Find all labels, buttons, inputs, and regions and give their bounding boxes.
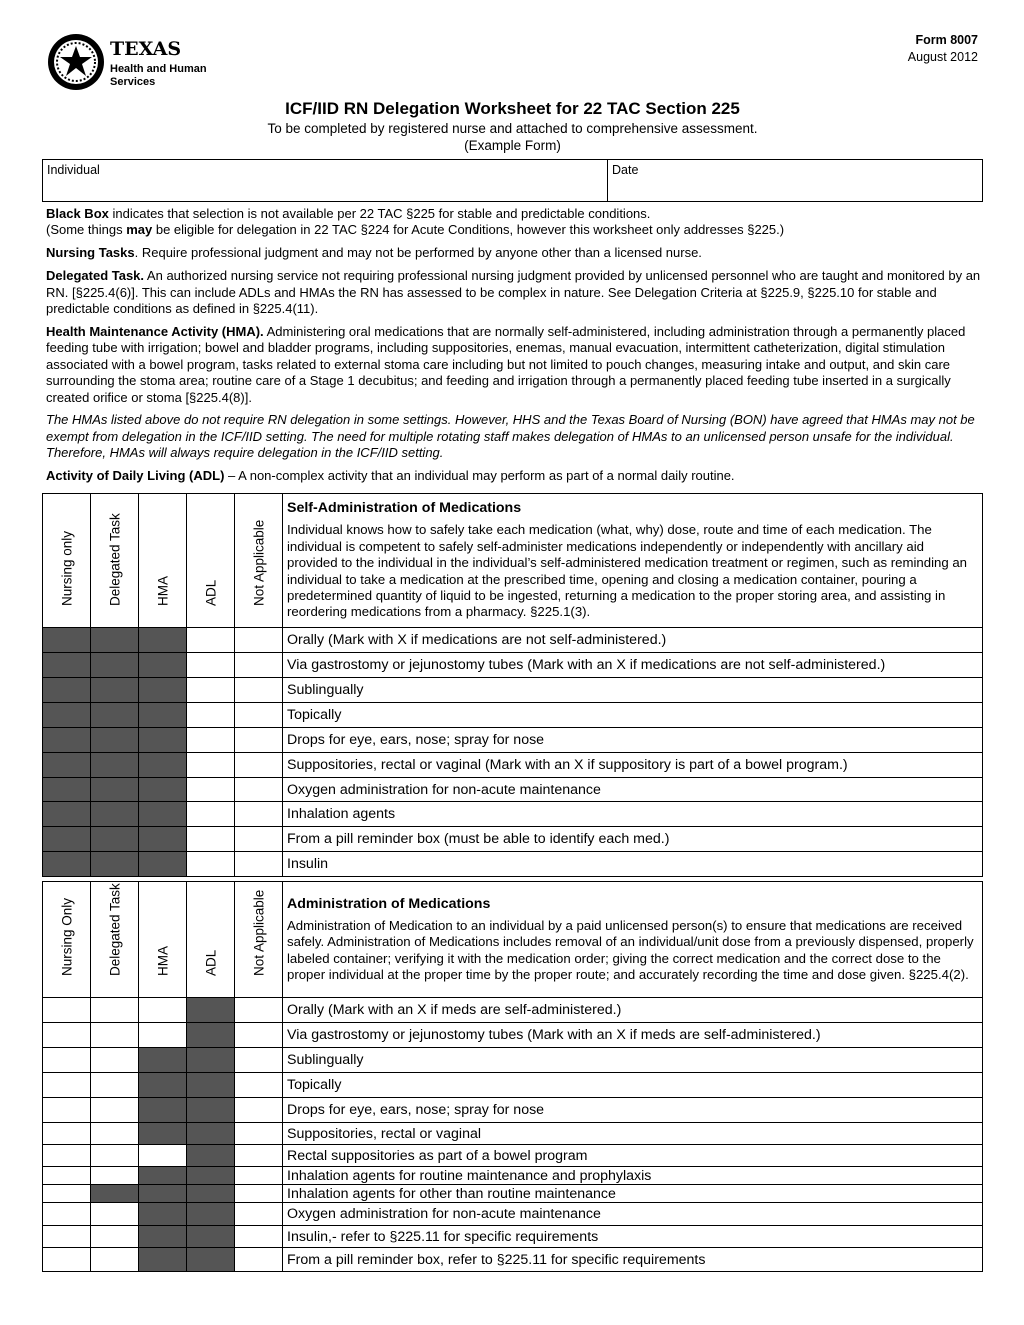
row-label: Via gastrostomy or jejunostomy tubes (Mark with an X if meds are self-administered.) <box>283 1023 983 1048</box>
checkbox-cell[interactable] <box>43 1203 91 1226</box>
page-subtitle: To be completed by registered nurse and attached to comprehensive assessment. <box>267 121 758 136</box>
date-label: Date <box>612 163 639 177</box>
table-row <box>43 753 983 778</box>
checkbox-cell[interactable] <box>187 728 235 753</box>
blocked-checkbox-cell <box>187 998 235 1023</box>
checkbox-cell[interactable] <box>91 1073 139 1098</box>
blocked-checkbox-cell <box>91 802 139 827</box>
blocked-checkbox-cell <box>139 628 187 653</box>
column-header-label: Nursing only <box>59 530 74 606</box>
row-label: Topically <box>283 1073 983 1098</box>
table-row <box>43 852 983 877</box>
table-row <box>43 678 983 703</box>
table-row <box>43 1123 983 1145</box>
checkbox-cell[interactable] <box>43 1023 91 1048</box>
blocked-checkbox-cell <box>91 753 139 778</box>
blocked-checkbox-cell <box>139 753 187 778</box>
column-header-na <box>235 882 283 998</box>
hhs-logo <box>46 32 206 92</box>
page-title: ICF/IID RN Delegation Worksheet for 22 TAC Section 225 <box>285 99 740 118</box>
row-label: Via gastrostomy or jejunostomy tubes (Mark with an X if medications are not self-administered.) <box>283 653 983 678</box>
checkbox-cell[interactable] <box>43 1098 91 1123</box>
column-header-nursing <box>43 494 91 628</box>
column-header-label: Not Applicable <box>251 889 266 976</box>
black-box-note-may: may <box>126 222 153 238</box>
column-header-label: Delegated Task <box>107 513 122 606</box>
checkbox-cell[interactable] <box>91 1226 139 1248</box>
blocked-checkbox-cell <box>187 1248 235 1272</box>
blocked-checkbox-cell <box>139 1203 187 1226</box>
table-row <box>43 728 983 753</box>
blocked-checkbox-cell <box>187 1226 235 1248</box>
row-label: From a pill reminder box, refer to §225.11 for specific requirements <box>283 1248 983 1272</box>
individual-label: Individual <box>47 163 100 177</box>
title-block <box>42 98 983 154</box>
blocked-checkbox-cell <box>43 827 91 852</box>
blocked-checkbox-cell <box>187 1167 235 1185</box>
checkbox-cell[interactable] <box>235 1048 283 1073</box>
row-label: Inhalation agents <box>283 802 983 827</box>
table-row <box>43 802 983 827</box>
logo-name: TEXAS <box>110 38 182 60</box>
column-header-label: HMA <box>155 576 170 606</box>
blocked-checkbox-cell <box>43 802 91 827</box>
row-label: From a pill reminder box (must be able to identify each med.) <box>283 827 983 852</box>
table-row <box>43 827 983 852</box>
blocked-checkbox-cell <box>187 1145 235 1167</box>
row-label: Suppositories, rectal or vaginal (Mark with an X if suppository is part of a bowel program.) <box>283 753 983 778</box>
checkbox-cell[interactable] <box>139 1023 187 1048</box>
column-header-hma <box>139 494 187 628</box>
blocked-checkbox-cell <box>43 653 91 678</box>
table-row <box>43 1073 983 1098</box>
column-header-label: ADL <box>203 949 218 976</box>
blocked-checkbox-cell <box>91 653 139 678</box>
row-label: Insulin <box>283 852 983 877</box>
table-row <box>43 1185 983 1203</box>
blocked-checkbox-cell <box>139 1073 187 1098</box>
blocked-checkbox-cell <box>91 678 139 703</box>
black-box-definition <box>46 206 983 239</box>
column-header-label: ADL <box>203 579 218 606</box>
row-label: Orally (Mark with X if medications are not self-administered.) <box>283 628 983 653</box>
table-row <box>43 1167 983 1185</box>
checkbox-cell[interactable] <box>91 1123 139 1145</box>
individual-field[interactable] <box>43 160 608 201</box>
checkbox-cell[interactable] <box>235 1145 283 1167</box>
section-description-cell <box>283 882 983 998</box>
section-description-cell <box>283 494 983 628</box>
blocked-checkbox-cell <box>43 852 91 877</box>
column-header-label: Delegated Task <box>107 883 122 976</box>
blocked-checkbox-cell <box>43 728 91 753</box>
row-label: Drops for eye, ears, nose; spray for nose <box>283 1098 983 1123</box>
definitions <box>46 206 983 491</box>
row-label: Sublingually <box>283 1048 983 1073</box>
blocked-checkbox-cell <box>139 653 187 678</box>
row-label: Oxygen administration for non-acute maintenance <box>283 1203 983 1226</box>
table-row <box>43 1226 983 1248</box>
blocked-checkbox-cell <box>139 827 187 852</box>
table-row <box>43 653 983 678</box>
checkbox-cell[interactable] <box>139 998 187 1023</box>
column-header-na <box>235 494 283 628</box>
hma-text: Administering oral medications that are normally self-administered, including administration through a permanently placed feeding tube with irrigation; bowel and bladder programs, including suppositories, enemas, manual evacuation, intermittent catheterization, digital stimulation associated with a bowel program, tasks related to external stoma care including but not limited to pouch changes, measuring intake and output, and skin care surrounding the stoma area; routine care of a Stage 1 decubitus; and feeding and irrigation through a permanently placed feeding tube inserted in a surgically created orifice or stoma [§225.4(8)]. <box>46 323 966 405</box>
blocked-checkbox-cell <box>91 628 139 653</box>
checkbox-cell[interactable] <box>235 653 283 678</box>
blocked-checkbox-cell <box>43 628 91 653</box>
table-header-row <box>43 494 983 628</box>
checkbox-cell[interactable] <box>91 1098 139 1123</box>
blocked-checkbox-cell <box>187 1185 235 1203</box>
row-label: Rectal suppositories as part of a bowel program <box>283 1145 983 1167</box>
nursing-tasks-text: . Require professional judgment and may not be performed by anyone other than a licensed nurse. <box>134 245 702 261</box>
checkbox-cell[interactable] <box>187 678 235 703</box>
self-administration-table <box>42 493 983 877</box>
checkbox-cell[interactable] <box>43 1248 91 1272</box>
form-number: Form 8007 <box>915 33 978 47</box>
checkbox-cell[interactable] <box>187 802 235 827</box>
table-row <box>43 1048 983 1073</box>
blocked-checkbox-cell <box>187 1098 235 1123</box>
checkbox-cell[interactable] <box>235 1073 283 1098</box>
black-box-note-end: be eligible for delegation in 22 TAC §224 for Acute Conditions, however this worksheet only addresses §225.) <box>152 222 785 238</box>
adl-term: Activity of Daily Living (ADL) <box>46 468 225 484</box>
texas-star-seal-icon <box>46 32 206 92</box>
blocked-checkbox-cell <box>139 703 187 728</box>
blocked-checkbox-cell <box>187 1123 235 1145</box>
blocked-checkbox-cell <box>139 1226 187 1248</box>
checkbox-cell[interactable] <box>235 703 283 728</box>
blocked-checkbox-cell <box>91 778 139 802</box>
checkbox-cell[interactable] <box>235 1098 283 1123</box>
row-label: Orally (Mark with an X if meds are self-administered.) <box>283 998 983 1023</box>
nursing-tasks-definition <box>46 245 983 261</box>
checkbox-cell[interactable] <box>235 678 283 703</box>
blocked-checkbox-cell <box>139 778 187 802</box>
checkbox-cell[interactable] <box>91 1048 139 1073</box>
adl-definition <box>46 468 983 484</box>
blocked-checkbox-cell <box>139 1048 187 1073</box>
checkbox-cell[interactable] <box>187 753 235 778</box>
checkbox-cell[interactable] <box>43 1048 91 1073</box>
column-header-nursing <box>43 882 91 998</box>
black-box-text: indicates that selection is not available per 22 TAC §225 for stable and predictable conditions. <box>108 206 651 221</box>
date-field[interactable] <box>608 160 982 201</box>
checkbox-cell[interactable] <box>235 852 283 877</box>
blocked-checkbox-cell <box>139 802 187 827</box>
nursing-tasks-term: Nursing Tasks <box>46 245 135 261</box>
checkbox-cell[interactable] <box>235 1226 283 1248</box>
column-header-hma <box>139 882 187 998</box>
checkbox-cell[interactable] <box>43 1123 91 1145</box>
section-title: Administration of Medications <box>287 895 491 912</box>
checkbox-cell[interactable] <box>235 778 283 802</box>
column-header-delegated <box>91 882 139 998</box>
checkbox-cell[interactable] <box>43 1167 91 1185</box>
table-header-row <box>43 882 983 998</box>
example-note: (Example Form) <box>464 138 561 153</box>
blocked-checkbox-cell <box>91 728 139 753</box>
blocked-checkbox-cell <box>43 703 91 728</box>
logo-line2: Health and Human <box>110 63 206 75</box>
hma-term: Health Maintenance Activity (HMA). <box>46 323 264 339</box>
adl-text: – A non-complex activity that an individual may perform as part of a normal daily routine. <box>224 468 735 484</box>
blocked-checkbox-cell <box>139 852 187 877</box>
checkbox-cell[interactable] <box>187 778 235 802</box>
checkbox-cell[interactable] <box>43 1073 91 1098</box>
blocked-checkbox-cell <box>91 827 139 852</box>
blocked-checkbox-cell <box>43 678 91 703</box>
table-row <box>43 1248 983 1272</box>
form-date: August 2012 <box>907 50 978 64</box>
blocked-checkbox-cell <box>139 678 187 703</box>
blocked-checkbox-cell <box>139 1248 187 1272</box>
checkbox-cell[interactable] <box>187 653 235 678</box>
row-label: Suppositories, rectal or vaginal <box>283 1123 983 1145</box>
blocked-checkbox-cell <box>187 1073 235 1098</box>
column-header-label: HMA <box>155 946 170 976</box>
blocked-checkbox-cell <box>139 1167 187 1185</box>
checkbox-cell[interactable] <box>235 628 283 653</box>
blocked-checkbox-cell <box>139 728 187 753</box>
checkbox-cell[interactable] <box>43 1185 91 1203</box>
table-row <box>43 998 983 1023</box>
row-label: Insulin,- refer to §225.11 for specific requirements <box>283 1226 983 1248</box>
blocked-checkbox-cell <box>139 1098 187 1123</box>
table-row <box>43 1145 983 1167</box>
column-header-delegated <box>91 494 139 628</box>
checkbox-cell[interactable] <box>235 1203 283 1226</box>
row-label: Drops for eye, ears, nose; spray for nose <box>283 728 983 753</box>
section-description: Individual knows how to safely take each medication (what, why) dose, route and time of each medication. The individual is competent to safely self-administer medications independently or independently with ancillary aid provided to the individual in the individual’s self-administered medication treatment or regimen, such as reminding an individual to take a medication at the prescribed time, opening and closing a medication container, pouring a predetermined quantity of liquid to be ingested, returning a medication to the proper storing area, and assisting in reordering medications from a pharmacy. §225.1(3). <box>287 522 968 620</box>
row-label: Sublingually <box>283 678 983 703</box>
checkbox-cell[interactable] <box>43 1145 91 1167</box>
checkbox-cell[interactable] <box>187 703 235 728</box>
blocked-checkbox-cell <box>91 852 139 877</box>
table-row <box>43 1023 983 1048</box>
hma-definition <box>46 324 983 406</box>
hma-italic-note: The HMAs listed above do not require RN delegation in some settings. However, HHS and the Texas Board of Nursing (BON) have agreed that HMAs may not be exempt from delegation in the ICF/IID setting. The need for multiple rotating staff makes delegation of HMAs to an unlicensed person unsafe for the individual. Therefore, HMAs will always require delegation in the ICF/IID setting. <box>46 412 975 461</box>
column-header-adl <box>187 494 235 628</box>
checkbox-cell[interactable] <box>235 1248 283 1272</box>
blocked-checkbox-cell <box>139 1185 187 1203</box>
checkbox-cell[interactable] <box>235 1123 283 1145</box>
black-box-term: Black Box <box>46 206 109 221</box>
checkbox-cell[interactable] <box>91 1023 139 1048</box>
blocked-checkbox-cell <box>43 753 91 778</box>
checkbox-cell[interactable] <box>91 1203 139 1226</box>
checkbox-cell[interactable] <box>187 827 235 852</box>
checkbox-cell[interactable] <box>91 1248 139 1272</box>
black-box-note: (Some things <box>46 222 127 238</box>
row-label: Oxygen administration for non-acute maintenance <box>283 778 983 802</box>
column-header-label: Nursing Only <box>59 897 74 976</box>
table-row <box>43 703 983 728</box>
section-description: Administration of Medication to an individual by a paid unlicensed person(s) to ensure that medications are received safely. Administration of Medications includes removal of an individual/unit dose from a previously dispensed, properly labeled container; verifying it with the medication order; giving the correct medication and the correct dose to the proper individual at the proper time by the proper route; and accurately recording the time and dose given. §225.4(2). <box>287 917 974 982</box>
checkbox-cell[interactable] <box>43 998 91 1023</box>
column-header-label: Not Applicable <box>251 519 266 606</box>
checkbox-cell[interactable] <box>187 628 235 653</box>
checkbox-cell[interactable] <box>235 1167 283 1185</box>
checkbox-cell[interactable] <box>235 802 283 827</box>
checkbox-cell[interactable] <box>235 998 283 1023</box>
logo-line3: Services <box>110 76 156 88</box>
delegated-task-term: Delegated Task. <box>46 268 145 284</box>
checkbox-cell[interactable] <box>187 852 235 877</box>
checkbox-cell[interactable] <box>235 753 283 778</box>
row-label: Inhalation agents for other than routine maintenance <box>283 1185 983 1203</box>
blocked-checkbox-cell <box>187 1023 235 1048</box>
table-row <box>43 1098 983 1123</box>
checkbox-cell[interactable] <box>139 1145 187 1167</box>
checkbox-cell[interactable] <box>235 728 283 753</box>
table-row <box>43 1203 983 1226</box>
blocked-checkbox-cell <box>43 778 91 802</box>
blocked-checkbox-cell <box>187 1048 235 1073</box>
checkbox-cell[interactable] <box>91 1167 139 1185</box>
checkbox-cell[interactable] <box>235 827 283 852</box>
delegated-task-text: An authorized nursing service not requiring professional nursing judgment provided by unlicensed personnel who are taught and monitored by an RN. [§225.4(6)]. This can include ADLs and HMAs the RN has assessed to be complex in nature. See Delegation Criteria at §225.9, §225.10 for stable and predictable conditions as defined in §225.4(11). <box>46 268 981 317</box>
blocked-checkbox-cell <box>139 1123 187 1145</box>
administration-table <box>42 881 983 1272</box>
section-title: Self-Administration of Medications <box>287 500 522 517</box>
blocked-checkbox-cell <box>91 703 139 728</box>
checkbox-cell[interactable] <box>91 1145 139 1167</box>
row-label: Inhalation agents for routine maintenance and prophylaxis <box>283 1167 983 1185</box>
delegated-task-definition <box>46 268 983 317</box>
row-label: Topically <box>283 703 983 728</box>
blocked-checkbox-cell <box>91 1185 139 1203</box>
form-info <box>908 32 978 66</box>
checkbox-cell[interactable] <box>235 1023 283 1048</box>
table-row <box>43 778 983 802</box>
checkbox-cell[interactable] <box>91 998 139 1023</box>
checkbox-cell[interactable] <box>235 1185 283 1203</box>
blocked-checkbox-cell <box>187 1203 235 1226</box>
table-row <box>43 628 983 653</box>
identification-fields <box>42 159 983 202</box>
column-header-adl <box>187 882 235 998</box>
checkbox-cell[interactable] <box>43 1226 91 1248</box>
